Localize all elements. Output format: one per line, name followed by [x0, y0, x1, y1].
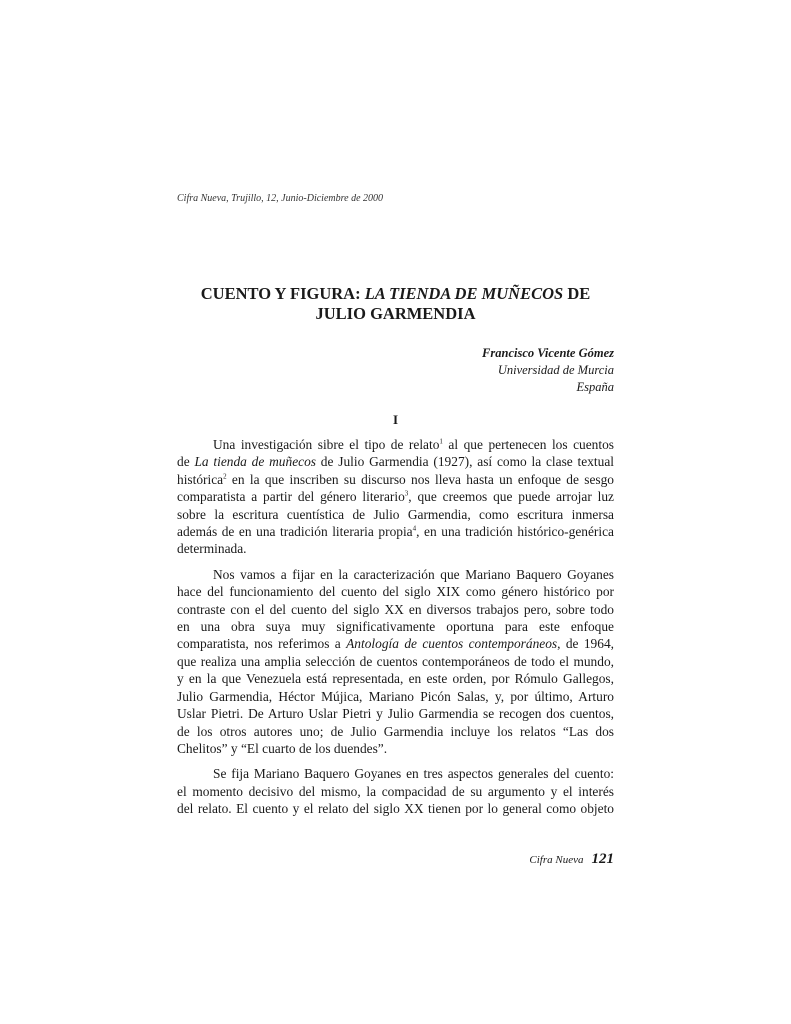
text-line [177, 453, 614, 470]
page-footer [177, 850, 614, 868]
text-line: el momento decisivo del mismo, la compacidad de su argumento y el interés [177, 783, 614, 799]
text-line: sobre la escritura cuentística de Julio Garmendia, como escritura inmersa [177, 506, 614, 522]
text-line: Julio Garmendia, Héctor Mújica, Mariano Picón Salas, y, por último, Arturo [177, 688, 614, 704]
text-line [177, 436, 614, 453]
paragraph-1 [177, 436, 614, 558]
text-line: y en la que Venezuela está representada, en este orden, por Rómulo Gallegos, [177, 671, 614, 687]
text-line [177, 635, 614, 652]
footnote-ref[interactable]: 1 [439, 437, 443, 446]
page-number: 121 [591, 851, 614, 867]
text-run: , en una tradición histórico-genérica [416, 524, 614, 540]
article-body [177, 436, 614, 826]
paragraph-2 [177, 566, 614, 757]
article-title [177, 284, 614, 324]
text-run: al que pertenecen los cuentos [442, 437, 614, 452]
text-line: Se fija Mariano Baquero Goyanes en tres aspectos generales del cuento: [213, 766, 614, 782]
footer-journal-name: Cifra Nueva [529, 854, 584, 866]
text-line: contraste con el del cuento del siglo XX en diversos trabajos pero, sobre todo [177, 601, 614, 617]
title-line-1 [177, 284, 614, 304]
text-line [177, 488, 614, 505]
footnote-ref[interactable]: 2 [223, 472, 227, 481]
author-block [177, 345, 614, 396]
author-name: Francisco Vicente Gómez [482, 346, 614, 360]
text-run: , de 1964, [557, 636, 614, 652]
text-line [177, 471, 614, 488]
work-title: La tienda de muñecos [194, 454, 316, 470]
work-title: Antología de cuentos contemporáneos [346, 636, 558, 652]
text-line: del relato. El cuento y el relato del siglo XX tienen por lo general como objeto [177, 801, 614, 817]
author-country: España [576, 380, 614, 394]
title-text: DE [563, 284, 591, 303]
title-line-2: JULIO GARMENDIA [315, 304, 476, 323]
text-run: de [177, 454, 195, 470]
title-italic-work: LA TIENDA DE MUÑECOS [364, 284, 564, 303]
author-affiliation: Universidad de Murcia [497, 363, 614, 377]
text-line: determinada. [177, 541, 247, 557]
section-number: I [392, 412, 399, 427]
text-line: Uslar Pietri. De Arturo Uslar Pietri y Julio Garmendia se recogen dos cuentos, [177, 706, 614, 722]
title-text: CUENTO Y FIGURA: [200, 284, 365, 303]
text-run: histórica [177, 471, 224, 487]
text-line: de los otros autores uno; de Julio Garmendia incluye los relatos “Las dos [177, 723, 614, 739]
text-run: comparatista a partir del género literario [177, 489, 405, 505]
text-line [177, 523, 614, 540]
text-line: Chelitos” y “El cuarto de los duendes”. [177, 740, 388, 756]
text-run: en la que inscriben su discurso nos lleva hasta un enfoque de sesgo [226, 471, 614, 487]
text-run: de Julio Garmendia (1927), así como la clase textual [316, 454, 614, 470]
footnote-ref[interactable]: 4 [412, 524, 417, 533]
footnote-ref[interactable]: 3 [404, 489, 409, 498]
text-run: Una investigación sibre el tipo de relato [213, 437, 440, 452]
text-line: Nos vamos a fijar en la caracterización que Mariano Baquero Goyanes [213, 566, 614, 582]
text-run: , que creemos que puede arrojar luz [408, 489, 614, 505]
text-run: además de en una tradición literaria propia [177, 524, 413, 540]
paragraph-3 [177, 765, 614, 817]
text-line: en una obra suya muy significativamente oportuna para este enfoque [177, 619, 614, 635]
text-line: hace del funcionamiento del cuento del siglo XIX como género histórico por [177, 584, 614, 600]
text-run: comparatista, nos referimos a [177, 636, 347, 652]
running-head: Cifra Nueva, Trujillo, 12, Junio-Diciembre de 2000 [177, 193, 384, 204]
text-line: que realiza una amplia selección de cuentos contemporáneos de todo el mundo, [177, 653, 614, 669]
